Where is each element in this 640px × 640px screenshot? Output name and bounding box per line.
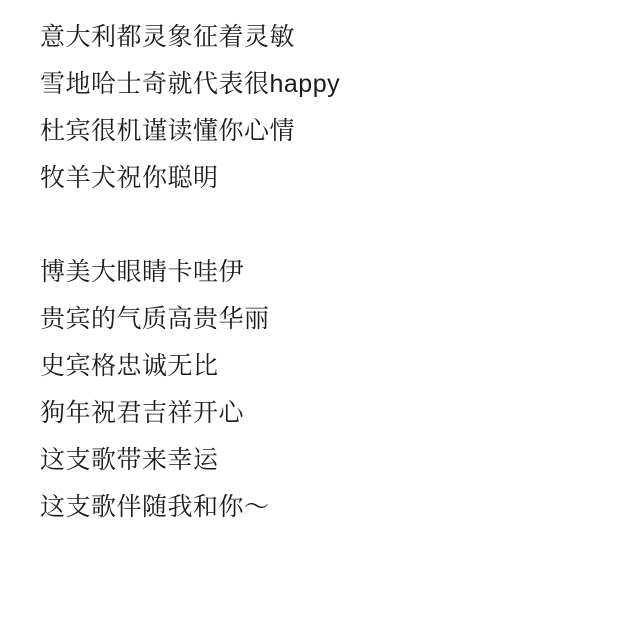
lyric-line: 贵宾的气质高贵华丽 xyxy=(40,305,270,333)
lyric-line: 狗年祝君吉祥开心 xyxy=(40,399,245,427)
lyrics-body xyxy=(40,14,600,531)
lyric-line: 这支歌带来幸运 xyxy=(40,446,219,474)
lyric-line: 意大利都灵象征着灵敏 xyxy=(40,23,296,51)
stanza-1 xyxy=(40,14,600,202)
lyric-line: 史宾格忠诚无比 xyxy=(40,352,219,380)
lyric-line: 雪地哈士奇就代表很happy xyxy=(40,70,341,98)
stanza-2 xyxy=(40,249,600,531)
lyric-line: 博美大眼睛卡哇伊 xyxy=(40,258,245,286)
lyric-line: 杜宾很机谨读懂你心情 xyxy=(40,117,296,145)
blank-line xyxy=(40,202,600,249)
lyric-line: 牧羊犬祝你聪明 xyxy=(40,164,219,192)
lyric-line: 这支歌伴随我和你～ xyxy=(40,493,270,521)
